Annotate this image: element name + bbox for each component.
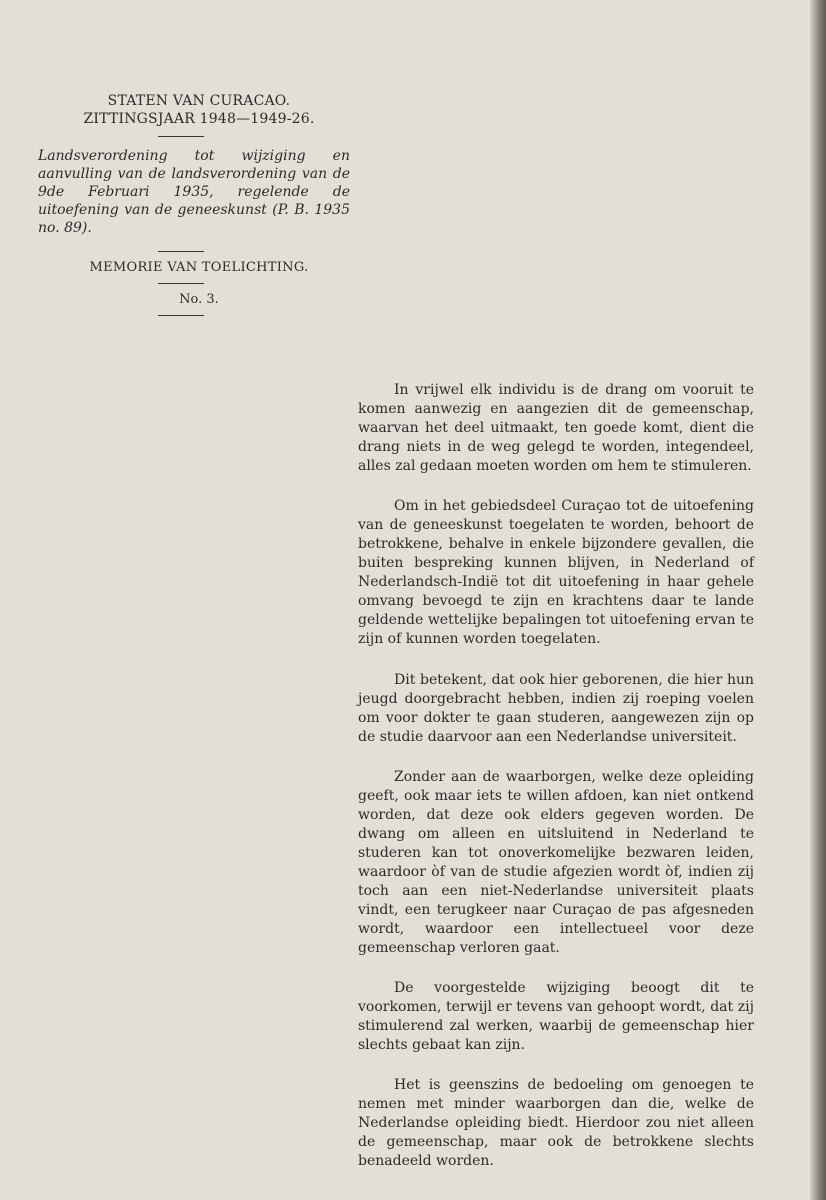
paragraph-6: Het is geenszins de bedoeling om genoegen te nemen met minder waarborgen dan die, welke de Nederlandse opleiding biedt. Hierdoor zou niet alleen de gemeenschap, maar ook de betrokkene slechts benadeeld worden. bbox=[358, 1077, 754, 1169]
divider bbox=[158, 315, 204, 316]
paragraph-2: Om in het gebiedsdeel Curaçao tot de uitoefening van de geneeskunst toegelaten te worden, behoort de betrokkene, behalve in enkele bijzondere gevallen, die buiten bespreking kunnen blijven, in Nederland of Nederlandsch-Indië tot dit uitoefening in haar gehele omvang bevoegd te zijn en krachtens daar te lande geldende wettelijke bepalingen tot uitoefening ervan te zijn of kunnen worden toegelaten. bbox=[358, 498, 754, 647]
divider bbox=[158, 251, 204, 252]
paragraph-3: Dit betekent, dat ook hier geborenen, die hier hun jeugd doorgebracht hebben, indien zij roeping voelen om voor dokter te gaan studeren, aangewezen zijn op de studie daarvoor aan een Nederlandse universiteit. bbox=[358, 672, 754, 745]
document-number: No. 3. bbox=[179, 292, 219, 307]
document-header bbox=[30, 92, 350, 324]
paragraph-1: In vrijwel elk individu is de drang om vooruit te komen aanwezig en aangezien dit de gemeenschap, waarvan het deel uitmaakt, ten goede komt, dient die drang niets in de weg gelegd te worden, integendeel, alles zal gedaan moeten worden om hem te stimuleren. bbox=[358, 382, 754, 474]
divider bbox=[158, 136, 204, 137]
paragraph-5: De voorgestelde wijziging beoogt dit te voorkomen, terwijl er tevens van gehoopt wordt, dat zij stimulerend zal werken, waarbij de gemeenschap hier slechts gebaat kan zijn. bbox=[358, 980, 754, 1053]
ordinance-title: Landsverordening tot wijziging en aanvulling van de landsverordening van de 9de Februari 1935, regelende de uitoefening van de geneeskunst (P. B. 1935 no. 89). bbox=[38, 148, 350, 236]
paragraph-4: Zonder aan de waarborgen, welke deze opleiding geeft, ook maar iets te willen afdoen, kan niet ontkend worden, dat deze ook elders gegeven worden. De dwang om alleen en uitsluitend in Nederland te studeren kan tot onoverkomelijke bezwaren leiden, waardoor òf van de studie afgezien wordt òf, indien zij toch aan een niet-Nederlandse universiteit plaats vindt, een terugkeer naar Curaçao de pas afgesneden wordt, waardoor een intellectueel voor deze gemeenschap verloren gaat. bbox=[358, 769, 754, 956]
memorie-heading: MEMORIE VAN TOELICHTING. bbox=[89, 260, 309, 275]
assembly-name: STATEN VAN CURACAO. bbox=[107, 93, 291, 109]
memorandum-body bbox=[358, 381, 754, 1192]
page-edge bbox=[810, 0, 826, 1200]
divider bbox=[158, 283, 204, 284]
session-year: ZITTINGSJAAR 1948—1949-26. bbox=[83, 111, 315, 127]
